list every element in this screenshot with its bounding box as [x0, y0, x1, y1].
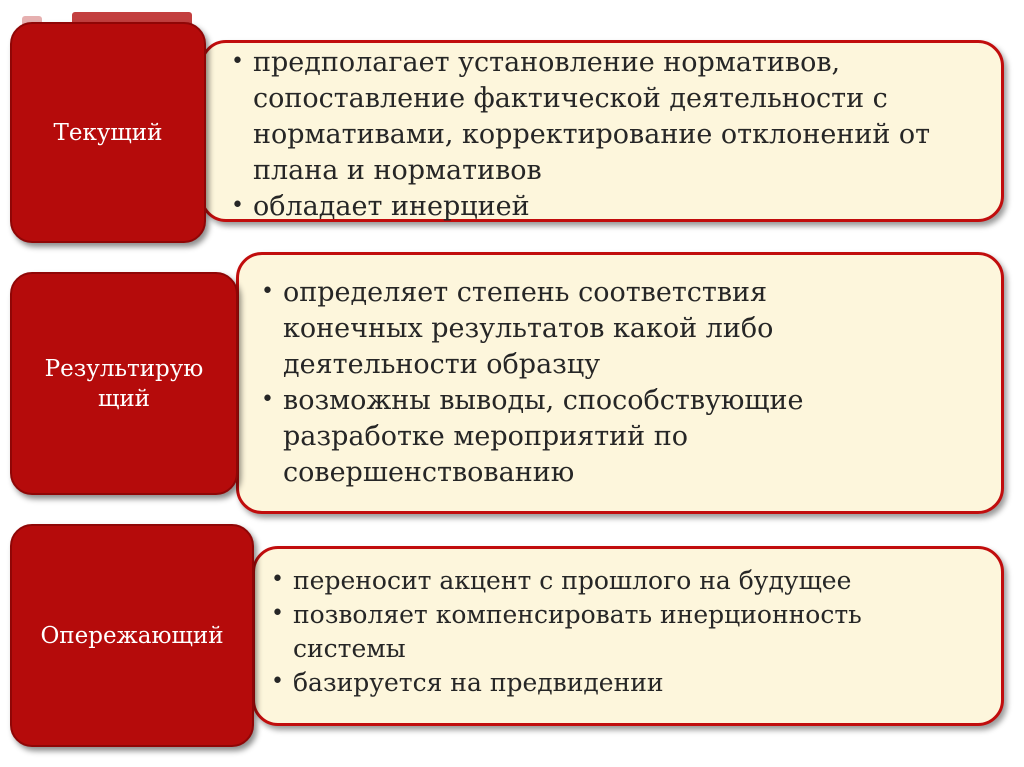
type-label	[10, 22, 206, 243]
bullet-item: • переносит акцент с прошлого на будущее	[269, 564, 951, 598]
bullet-list	[269, 564, 951, 700]
bullet-item: • предполагает установление нормативов, сопоставление фактической деятельности с нормативами, корректирование отклонений от плана и нормативов	[229, 45, 981, 189]
type-label-text: Результирую щий	[44, 355, 204, 412]
bullet-item: • обладает инерцией	[229, 189, 981, 225]
bullet-item: • позволяет компенсировать инерционность системы	[269, 598, 951, 666]
description-box	[236, 252, 1004, 514]
bullet-list	[229, 45, 981, 225]
bullet-item: • возможны выводы, способствующие разработке мероприятий по совершенствованию	[259, 383, 911, 491]
bullet-item: • определяет степень соответствия конечных результатов какой либо деятельности образцу	[259, 275, 911, 383]
type-label-text: Текущий	[53, 119, 163, 146]
bullet-list	[259, 275, 911, 491]
type-label	[10, 524, 254, 747]
bullet-item: • базируется на предвидении	[269, 666, 951, 700]
description-box	[252, 546, 1004, 726]
type-label-text: Опережающий	[40, 622, 224, 649]
type-label	[10, 272, 238, 495]
description-box	[200, 40, 1004, 222]
